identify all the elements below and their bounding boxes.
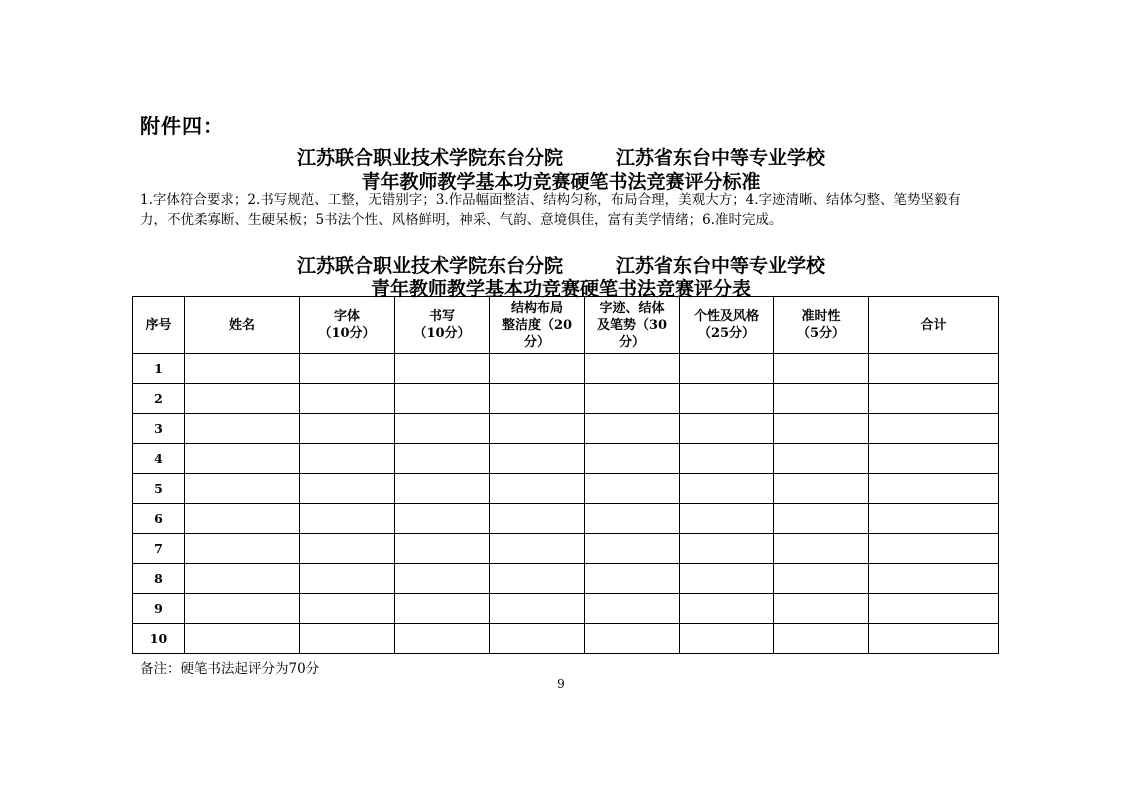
row-number: 4 <box>133 444 185 474</box>
score-cell[interactable] <box>680 414 774 444</box>
column-header-text: 个性及风格 <box>693 309 759 324</box>
column-header-2 <box>300 297 395 354</box>
column-header-4 <box>490 297 585 354</box>
table-row <box>133 534 999 564</box>
school-name-a: 江苏联合职业技术学院东台分院 <box>297 147 564 169</box>
table-school-name-b: 江苏省东台中等专业学校 <box>615 255 825 277</box>
score-table <box>132 296 999 654</box>
score-cell[interactable] <box>490 354 585 384</box>
score-cell[interactable] <box>585 504 680 534</box>
score-cell[interactable] <box>395 414 490 444</box>
score-cell[interactable] <box>680 534 774 564</box>
table-subtitle-scoresheet: 青年教师教学基本功竞赛硬笔书法竞赛评分表 <box>370 278 751 300</box>
column-header-8 <box>869 297 999 354</box>
table-row <box>133 384 999 414</box>
score-cell[interactable] <box>680 444 774 474</box>
score-cell[interactable] <box>185 564 300 594</box>
table-row <box>133 624 999 654</box>
score-cell[interactable] <box>680 594 774 624</box>
score-cell[interactable] <box>185 354 300 384</box>
column-header-text: 姓名 <box>228 317 255 333</box>
column-header-5 <box>585 297 680 354</box>
score-cell[interactable] <box>300 624 395 654</box>
column-header-text: 字体 <box>333 309 360 324</box>
score-cell[interactable] <box>774 534 869 564</box>
row-number: 2 <box>133 384 185 414</box>
score-cell[interactable] <box>490 534 585 564</box>
table-row <box>133 474 999 504</box>
score-cell[interactable] <box>395 354 490 384</box>
score-cell[interactable] <box>680 564 774 594</box>
score-cell[interactable] <box>585 354 680 384</box>
row-number: 8 <box>133 564 185 594</box>
column-header-text: 序号 <box>145 317 172 333</box>
score-cell[interactable] <box>869 474 999 504</box>
score-cell[interactable] <box>680 624 774 654</box>
score-cell[interactable] <box>395 504 490 534</box>
score-cell[interactable] <box>395 444 490 474</box>
score-cell[interactable] <box>774 354 869 384</box>
score-cell[interactable] <box>869 414 999 444</box>
table-row <box>133 564 999 594</box>
score-cell[interactable] <box>395 564 490 594</box>
score-cell[interactable] <box>185 474 300 504</box>
score-cell[interactable] <box>869 534 999 564</box>
score-cell[interactable] <box>395 594 490 624</box>
score-cell[interactable] <box>300 444 395 474</box>
score-cell[interactable] <box>185 534 300 564</box>
column-header-6 <box>680 297 774 354</box>
score-cell[interactable] <box>395 624 490 654</box>
score-cell[interactable] <box>300 534 395 564</box>
score-cell[interactable] <box>300 384 395 414</box>
column-header-7 <box>774 297 869 354</box>
column-header-0 <box>133 297 185 354</box>
score-cell[interactable] <box>490 414 585 444</box>
score-cell[interactable] <box>300 354 395 384</box>
score-cell[interactable] <box>869 594 999 624</box>
score-cell[interactable] <box>774 594 869 624</box>
table-row <box>133 444 999 474</box>
score-cell[interactable] <box>395 384 490 414</box>
score-cell[interactable] <box>300 474 395 504</box>
row-number: 3 <box>133 414 185 444</box>
column-header-text: （10分） <box>318 326 376 341</box>
score-cell[interactable] <box>585 534 680 564</box>
score-cell[interactable] <box>585 444 680 474</box>
table-row <box>133 354 999 384</box>
score-cell[interactable] <box>185 624 300 654</box>
row-number: 7 <box>133 534 185 564</box>
score-cell[interactable] <box>869 444 999 474</box>
scoring-criteria-text: 1.字体符合要求；2.书写规范、工整，无错别字；3.作品幅面整洁、结构匀称，布局合理，美观大方；4.字迹清晰、结体匀整、笔势坚毅有力，不优柔寡断、生硬呆板；5书法个性、风格鲜明，神采、气韵、意境俱佳，富有美学情绪；6.准时完成。 <box>140 192 962 228</box>
column-header-text: 分） <box>523 334 550 350</box>
score-cell[interactable] <box>680 474 774 504</box>
column-header-text: 结构布局 <box>510 300 563 316</box>
score-cell[interactable] <box>774 474 869 504</box>
column-header-text: 分） <box>618 334 645 350</box>
table-header-row <box>133 297 999 354</box>
column-header-text: 书写 <box>428 309 455 324</box>
row-number: 9 <box>133 594 185 624</box>
score-cell[interactable] <box>490 594 585 624</box>
score-cell[interactable] <box>774 384 869 414</box>
score-cell[interactable] <box>585 474 680 504</box>
score-cell[interactable] <box>185 504 300 534</box>
score-cell[interactable] <box>395 534 490 564</box>
column-header-text: 整洁度（20 <box>501 317 573 333</box>
score-cell[interactable] <box>585 384 680 414</box>
row-number: 10 <box>133 624 185 654</box>
score-cell[interactable] <box>869 504 999 534</box>
score-cell[interactable] <box>680 504 774 534</box>
column-header-3 <box>395 297 490 354</box>
column-header-text: 字迹、结体 <box>599 300 665 316</box>
score-cell[interactable] <box>869 624 999 654</box>
score-cell[interactable] <box>490 624 585 654</box>
score-cell[interactable] <box>585 594 680 624</box>
score-cell[interactable] <box>680 354 774 384</box>
column-header-text: 合计 <box>920 317 947 333</box>
column-header-text: 准时性 <box>801 309 841 324</box>
score-cell[interactable] <box>395 474 490 504</box>
row-number: 5 <box>133 474 185 504</box>
score-cell[interactable] <box>774 414 869 444</box>
table-row <box>133 414 999 444</box>
table-school-name-a: 江苏联合职业技术学院东台分院 <box>297 255 564 277</box>
score-cell[interactable] <box>774 504 869 534</box>
score-cell[interactable] <box>185 444 300 474</box>
score-cell[interactable] <box>680 384 774 414</box>
column-header-text: 及笔势（30 <box>596 317 668 333</box>
document-title-schools <box>0 143 1122 170</box>
table-row <box>133 594 999 624</box>
score-cell[interactable] <box>774 444 869 474</box>
score-cell[interactable] <box>300 414 395 444</box>
school-name-b: 江苏省东台中等专业学校 <box>615 147 825 169</box>
score-cell[interactable] <box>585 624 680 654</box>
column-header-text: （5分） <box>796 326 846 341</box>
table-body <box>133 354 999 654</box>
score-cell[interactable] <box>869 384 999 414</box>
score-cell[interactable] <box>490 564 585 594</box>
page-number: 9 <box>557 677 565 691</box>
score-cell[interactable] <box>869 564 999 594</box>
column-header-text: （25分） <box>697 326 756 341</box>
row-number: 1 <box>133 354 185 384</box>
score-cell[interactable] <box>490 384 585 414</box>
score-cell[interactable] <box>185 594 300 624</box>
score-cell[interactable] <box>774 564 869 594</box>
score-cell[interactable] <box>869 354 999 384</box>
score-cell[interactable] <box>774 624 869 654</box>
remark-note: 备注：硬笔书法起评分为70分 <box>140 661 320 677</box>
attachment-label: 附件四： <box>140 114 224 138</box>
score-cell[interactable] <box>490 474 585 504</box>
document-subtitle-standard: 青年教师教学基本功竞赛硬笔书法竞赛评分标准 <box>361 171 761 193</box>
score-cell[interactable] <box>300 564 395 594</box>
table-row <box>133 504 999 534</box>
score-cell[interactable] <box>490 504 585 534</box>
row-number: 6 <box>133 504 185 534</box>
score-cell[interactable] <box>300 594 395 624</box>
score-cell[interactable] <box>585 414 680 444</box>
score-cell[interactable] <box>185 384 300 414</box>
score-cell[interactable] <box>490 444 585 474</box>
column-header-1 <box>185 297 300 354</box>
score-cell[interactable] <box>585 564 680 594</box>
score-cell[interactable] <box>300 504 395 534</box>
column-header-text: （10分） <box>413 326 471 341</box>
score-cell[interactable] <box>185 414 300 444</box>
